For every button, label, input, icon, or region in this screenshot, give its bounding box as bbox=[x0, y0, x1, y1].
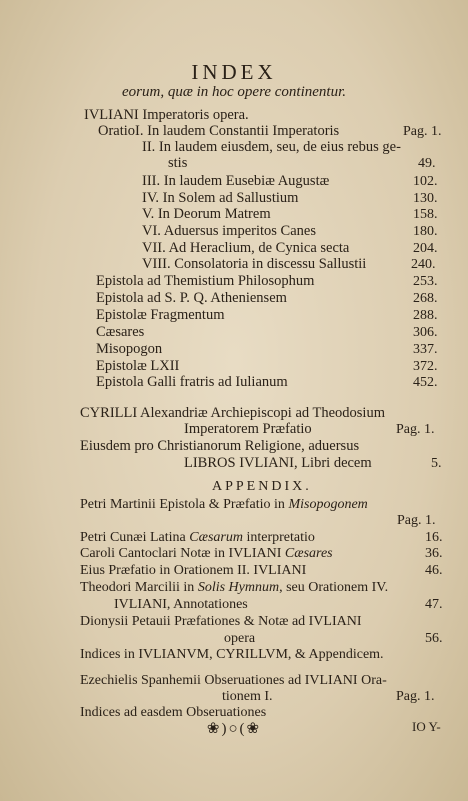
appendix-page: Pag. 1. bbox=[396, 689, 435, 704]
oration-entry: OratioI. In laudem Constantii Imperatoris bbox=[98, 123, 340, 139]
cyril-page: Pag. 1. bbox=[396, 422, 435, 437]
work-entry: Epistola ad Themistium Philosophum bbox=[96, 273, 315, 289]
work-page: 337. bbox=[413, 342, 438, 357]
appendix-entry: Eius Præfatio in Orationem II. IVLIANI bbox=[80, 563, 307, 578]
appendix-page: 16. bbox=[425, 530, 443, 545]
oration-entry: VIII. Consolatoria in discessu Sallustii bbox=[142, 256, 367, 272]
oration-entry: II. In laudem eiusdem, seu, de eius rebus ge- bbox=[142, 139, 401, 155]
appendix-entry-cont: IVLIANI, Annotationes bbox=[114, 597, 248, 612]
work-entry: Epistolæ Fragmentum bbox=[96, 307, 225, 323]
appendix-entry: Theodori Marcilii in Solis Hymnum, seu Orationem IV. bbox=[80, 580, 389, 595]
appendix-page: Pag. 1. bbox=[397, 513, 436, 528]
work-entry: Epistola ad S. P. Q. Atheniensem bbox=[96, 290, 287, 306]
appendix-entry-cont: opera bbox=[224, 631, 256, 646]
printers-ornament: ❀)○(❀ bbox=[206, 721, 262, 737]
oration-page: 49. bbox=[418, 156, 436, 171]
appendix-page: 36. bbox=[425, 546, 443, 561]
oration-entry: VII. Ad Heraclium, de Cynica secta bbox=[142, 240, 350, 256]
oration-page: 240. bbox=[411, 257, 436, 272]
oration-page: 204. bbox=[413, 241, 438, 256]
work-entry: Epistolæ LXII bbox=[96, 358, 180, 374]
work-page: 452. bbox=[413, 375, 438, 390]
catchword: IO Y- bbox=[412, 719, 441, 734]
cyril-title-line: Imperatorem Præfatio bbox=[184, 421, 312, 437]
oration-page: 180. bbox=[413, 224, 438, 239]
cyril-page: 5. bbox=[431, 456, 442, 471]
appendix-page: 46. bbox=[425, 563, 443, 578]
work-page: 288. bbox=[413, 308, 438, 323]
appendix-entry: Ezechielis Spanhemii Obseruationes ad IVLIANI Ora- bbox=[80, 673, 387, 688]
oration-page: 102. bbox=[413, 174, 438, 189]
oration-entry: IV. In Solem ad Sallustium bbox=[142, 190, 299, 206]
julian-heading: IVLIANI Imperatoris opera. bbox=[84, 107, 249, 123]
appendix-entry: Petri Cunæi Latina Cæsarum interpretatio bbox=[80, 530, 315, 545]
cyril-title-line: CYRILLI Alexandriæ Archiepiscopi ad Theodosium bbox=[80, 405, 385, 421]
work-page: 253. bbox=[413, 274, 438, 289]
oration-entry: stis bbox=[168, 155, 188, 171]
appendix-page: 56. bbox=[425, 631, 443, 646]
work-entry: Epistola Galli fratris ad Iulianum bbox=[96, 374, 288, 390]
work-page: 306. bbox=[413, 325, 438, 340]
oration-entry: V. In Deorum Matrem bbox=[142, 206, 271, 222]
appendix-page: 47. bbox=[425, 597, 443, 612]
oration-page: 158. bbox=[413, 207, 438, 222]
oration-entry: III. In laudem Eusebiæ Augustæ bbox=[142, 173, 330, 189]
oration-entry: VI. Aduersus imperitos Canes bbox=[142, 223, 316, 239]
cyril-title-line: LIBROS IVLIANI, Libri decem bbox=[184, 455, 372, 471]
work-entry: Misopogon bbox=[96, 341, 163, 357]
page-title: INDEX bbox=[191, 60, 277, 84]
appendix-entry: Caroli Cantoclari Notæ in IVLIANI Cæsares bbox=[80, 546, 333, 561]
page-subtitle: eorum, quæ in hoc opere continentur. bbox=[122, 84, 346, 100]
appendix-heading: APPENDIX. bbox=[212, 479, 312, 494]
appendix-entry: Petri Martinii Epistola & Præfatio in Misopogonem bbox=[80, 497, 368, 512]
cyril-title-line: Eiusdem pro Christianorum Religione, aduersus bbox=[80, 438, 360, 454]
oration-page: 130. bbox=[413, 191, 438, 206]
appendix-entry: Indices ad easdem Obseruationes bbox=[80, 705, 267, 720]
appendix-entry-cont: tionem I. bbox=[222, 689, 273, 704]
oration-page: Pag. 1. bbox=[403, 124, 442, 139]
work-page: 372. bbox=[413, 359, 438, 374]
appendix-entry: Indices in IVLIANVM, CYRILLVM, & Appendicem. bbox=[80, 647, 384, 662]
appendix-entry: Dionysii Petauii Præfationes & Notæ ad IVLIANI bbox=[80, 614, 362, 629]
work-entry: Cæsares bbox=[96, 324, 145, 340]
work-page: 268. bbox=[413, 291, 438, 306]
